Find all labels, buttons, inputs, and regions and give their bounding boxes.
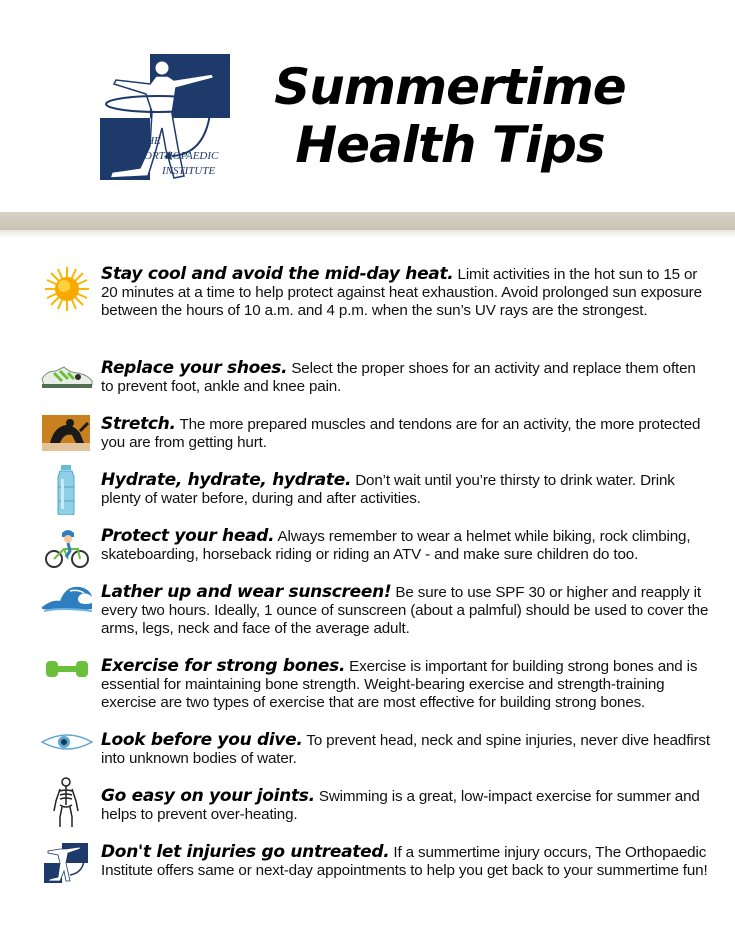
wave-icon [40,583,94,631]
tip-heading: Lather up and wear sunscreen! [101,582,392,602]
tip-text [101,787,711,824]
tip-body: Be sure to use SPF 30 or higher and reapply it every two hours. Ideally, 1 ounce of sunscreen (about a palmful) should be used to cover the arms, legs, neck and face of the average adult. [101,584,709,637]
header-divider-shadow [0,230,735,238]
tip-heading: Protect your head. [101,526,275,546]
tip-text [101,527,711,564]
header-divider-band [0,212,735,230]
tip-body: Exercise is important for building strong bones and is essential for maintaining bone strength. Weight-bearing exercise and strength-training exercise are two types of exercise that are most effective for building strong bones. [101,658,698,711]
tip-heading: Look before you dive. [101,730,303,750]
water-bottle-icon [40,471,94,519]
tip-heading: Replace your shoes. [101,358,288,378]
stretch-icon [40,415,94,463]
tip-heading: Stay cool and avoid the mid-day heat. [101,264,454,284]
institute-logo-icon [40,843,94,891]
tip-heading: Stretch. [101,414,176,434]
tip-text [101,731,711,768]
tip-text [101,583,711,638]
tip-heading: Go easy on your joints. [101,786,315,806]
tip-text [101,657,711,712]
tip-heading: Hydrate, hydrate, hydrate. [101,470,352,490]
shoe-icon [40,359,94,407]
tip-heading: Don't let injuries go untreated. [101,842,390,862]
title-line-2: Health Tips [295,116,605,174]
tip-body: The more prepared muscles and tendons are for an activity, the more protected you are from getting hurt. [101,416,701,451]
tip-text [101,843,711,880]
tip-text [101,471,711,508]
tip-text [101,415,711,452]
tip-body: Always remember to wear a helmet while biking, rock climbing, skateboarding, horseback riding or riding an ATV - and make sure children do too. [101,528,691,563]
sun-icon [40,265,94,313]
orthopaedic-institute-logo [100,54,230,180]
page-title [270,58,630,174]
logo-text-orthopaedic: ORTHOPAEDIC [144,150,219,162]
tip-heading: Exercise for strong bones. [101,656,346,676]
dumbbell-icon [40,657,94,705]
tip-body: Select the proper shoes for an activity and replace them often to prevent foot, ankle and knee pain. [101,360,696,395]
tip-body: Don’t wait until you’re thirsty to drink water. Drink plenty of water before, during and after activities. [101,472,675,507]
title-line-1: Summertime [274,58,626,116]
skeleton-icon [40,787,94,835]
eye-icon [40,731,94,779]
tip-body: Limit activities in the hot sun to 15 or 20 minutes at a time to help protect against heat exhaustion. Avoid prolonged sun exposure between the hours of 10 a.m. and 4 p.m. when the sun’s UV rays are the strongest. [101,266,702,319]
tip-body: Swimming is a great, low-impact exercise for summer and helps to prevent over-heating. [101,788,700,823]
bike-helmet-icon [40,527,94,575]
logo-text-the: THE [140,135,161,147]
tip-text [101,359,711,396]
header [0,0,735,212]
tip-text [101,265,711,320]
tip-body: To prevent head, neck and spine injuries, never dive headfirst into unknown bodies of water. [101,732,710,767]
tip-body: If a summertime injury occurs, The Orthopaedic Institute offers same or next-day appointments to help you get back to your summertime fun! [101,844,708,879]
logo-text-institute: INSTITUTE [162,165,216,177]
